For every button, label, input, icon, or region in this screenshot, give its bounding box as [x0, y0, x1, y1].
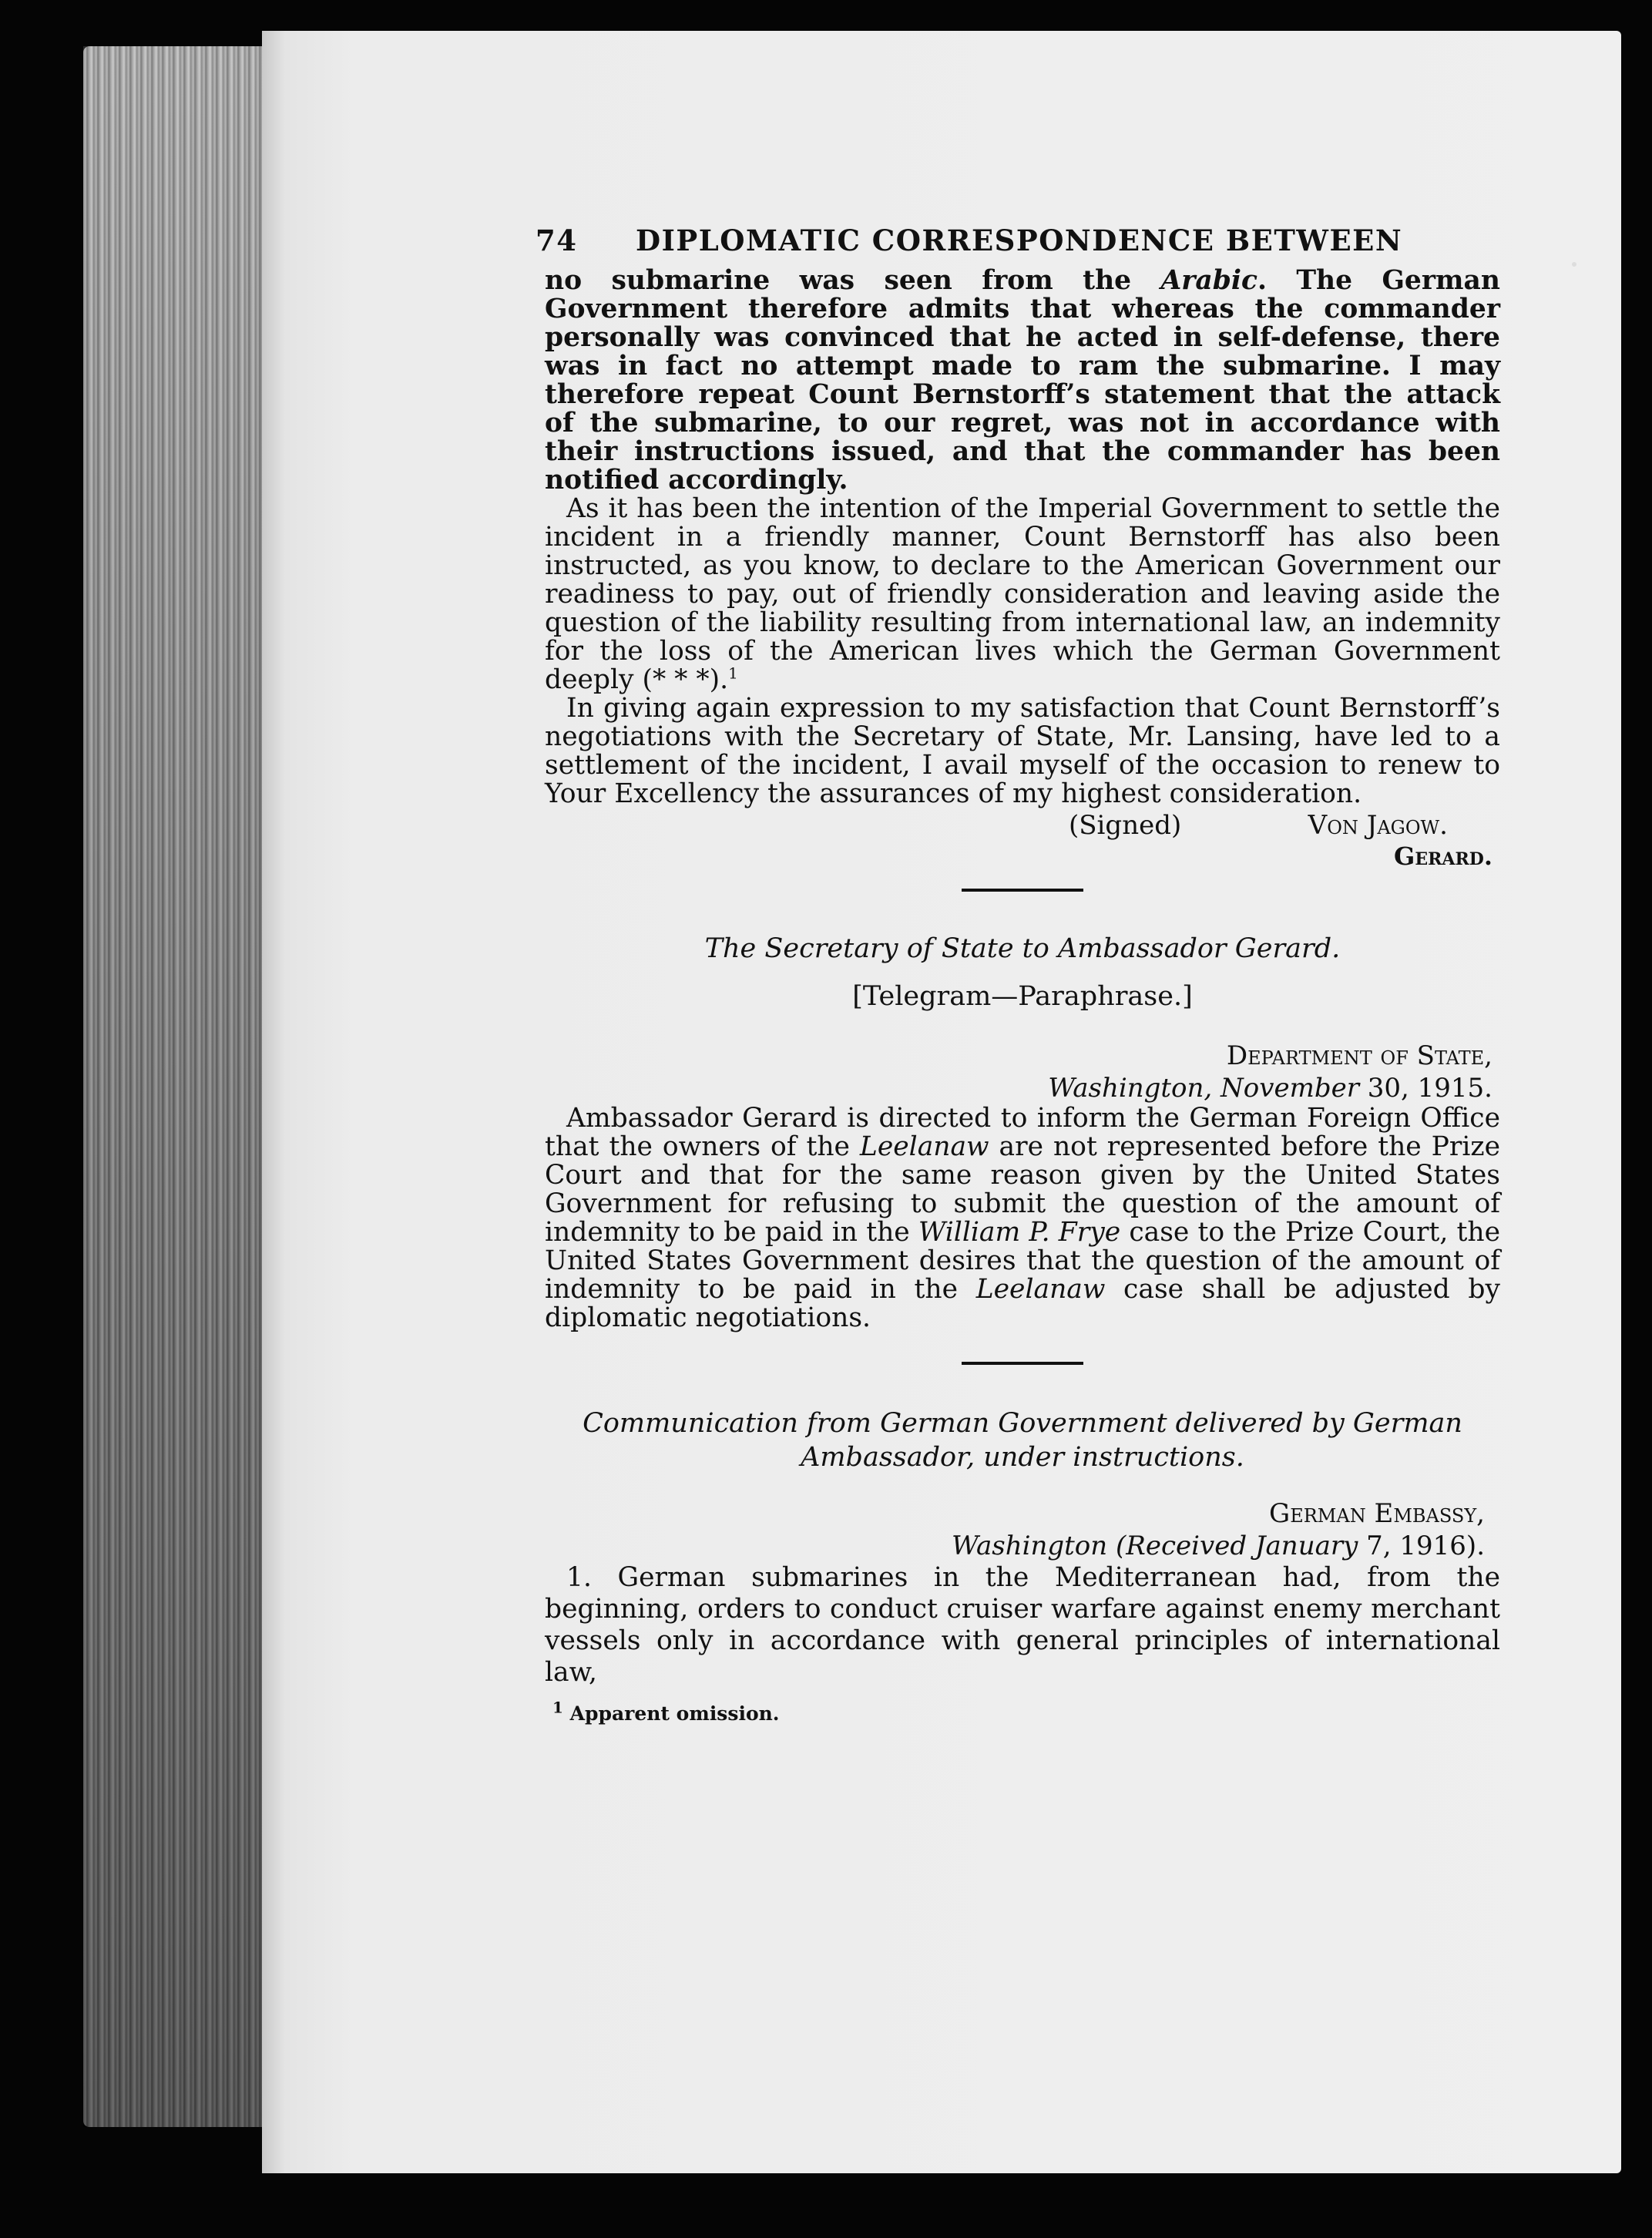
text-run: no submarine was seen from the [545, 265, 1161, 296]
page-number: 74 [536, 223, 578, 257]
text-run: Ambassador Gerard is directed to inform the German Foreign Office that the owners of the [545, 1103, 1500, 1162]
communication-origin: German Embassy, [1269, 1498, 1485, 1529]
page-text [536, 223, 1500, 1725]
letter-paragraph-1 [545, 267, 1500, 495]
footnote [552, 1698, 1500, 1725]
communication-heading-1: Communication from German Government delivered by German [583, 1408, 1462, 1439]
date-place: Washington [951, 1531, 1108, 1561]
letter-paragraph-3: In giving again expression to my satisfaction that Count Bernstorff’s negotiations with the Secretary of State, Mr. Lansing, have led to a settlement of the incident, I avail myself of the occasion to renew to Your Excellency the assurances of my highest consideration. [545, 693, 1500, 809]
text-run: case to the Prize Court, the United States Government desires that the question of the amount of indemnity to be paid in the [545, 1217, 1500, 1305]
footnote-mark: 1 [552, 1698, 563, 1717]
paper-speck [1572, 262, 1576, 267]
communication-date [545, 1530, 1500, 1562]
text-run: are not represented before the Prize Court and that for the same reason given by the United States Government for refusing to submit the question of the amount of indemnity to be paid in the [545, 1131, 1500, 1248]
signed-label: (Signed) [1069, 810, 1182, 841]
text-run: . The German Government therefore admits that whereas the commander personally was convinced that he acted in self-defense, there was in fact no attempt made to ram the submarine. I may therefore repeat Count Bernstorff’s statement that the attack of the submarine, to our regret, was not in accordance with their instructions issued, and that the commander has been notified accordingly. [545, 265, 1500, 496]
telegram-date [545, 1072, 1500, 1104]
date-received: (Received January [1107, 1531, 1358, 1561]
running-title: DIPLOMATIC CORRESPONDENCE BETWEEN [636, 223, 1403, 257]
book-page-edges [83, 46, 284, 2127]
signatory: Von Jagow. [1308, 810, 1448, 841]
ship-name: Leelanaw [859, 1131, 989, 1162]
telegram-heading: The Secretary of State to Ambassador Gerard. [704, 933, 1341, 964]
letter-paragraph-2 [545, 495, 1500, 694]
ship-name: William P. Frye [918, 1217, 1121, 1248]
signature-line [545, 810, 1500, 841]
date-place: Washington, November [1048, 1073, 1359, 1104]
sender-name: Gerard. [1394, 842, 1493, 871]
telegram-subheading: [Telegram—Paraphrase.] [852, 981, 1193, 1012]
ship-name: Arabic [1160, 265, 1258, 296]
running-head [536, 223, 1500, 257]
text-run: case shall be adjusted by diplomatic negotiations. [545, 1274, 1500, 1333]
date-day: 7, 1916). [1358, 1531, 1485, 1561]
text-run: As it has been the intention of the Imperial Government to settle the incident in a friendly manner, Count Bernstorff has also been instructed, as you know, to declare to the American Government our readiness to pay, out of friendly consideration and leaving aside the question of the liability resulting from international law, an indemnity for the loss of the American lives which the German Government deeply (* * *). [545, 493, 1500, 695]
telegram-body [545, 1104, 1500, 1332]
telegram-origin: Department of State, [1226, 1040, 1493, 1071]
footnote-ref: 1 [728, 664, 738, 683]
ship-name: Leelanaw [975, 1274, 1106, 1305]
communication-paragraph-1: 1. German submarines in the Mediterranean had, from the beginning, orders to conduct cruiser warfare against enemy merchant vessels only in accordance with general principles of international law, [545, 1562, 1500, 1688]
footnote-text: Apparent omission. [562, 1702, 780, 1725]
communication-heading-2: Ambassador, under instructions. [801, 1442, 1244, 1473]
date-day: 30, 1915. [1358, 1073, 1493, 1104]
